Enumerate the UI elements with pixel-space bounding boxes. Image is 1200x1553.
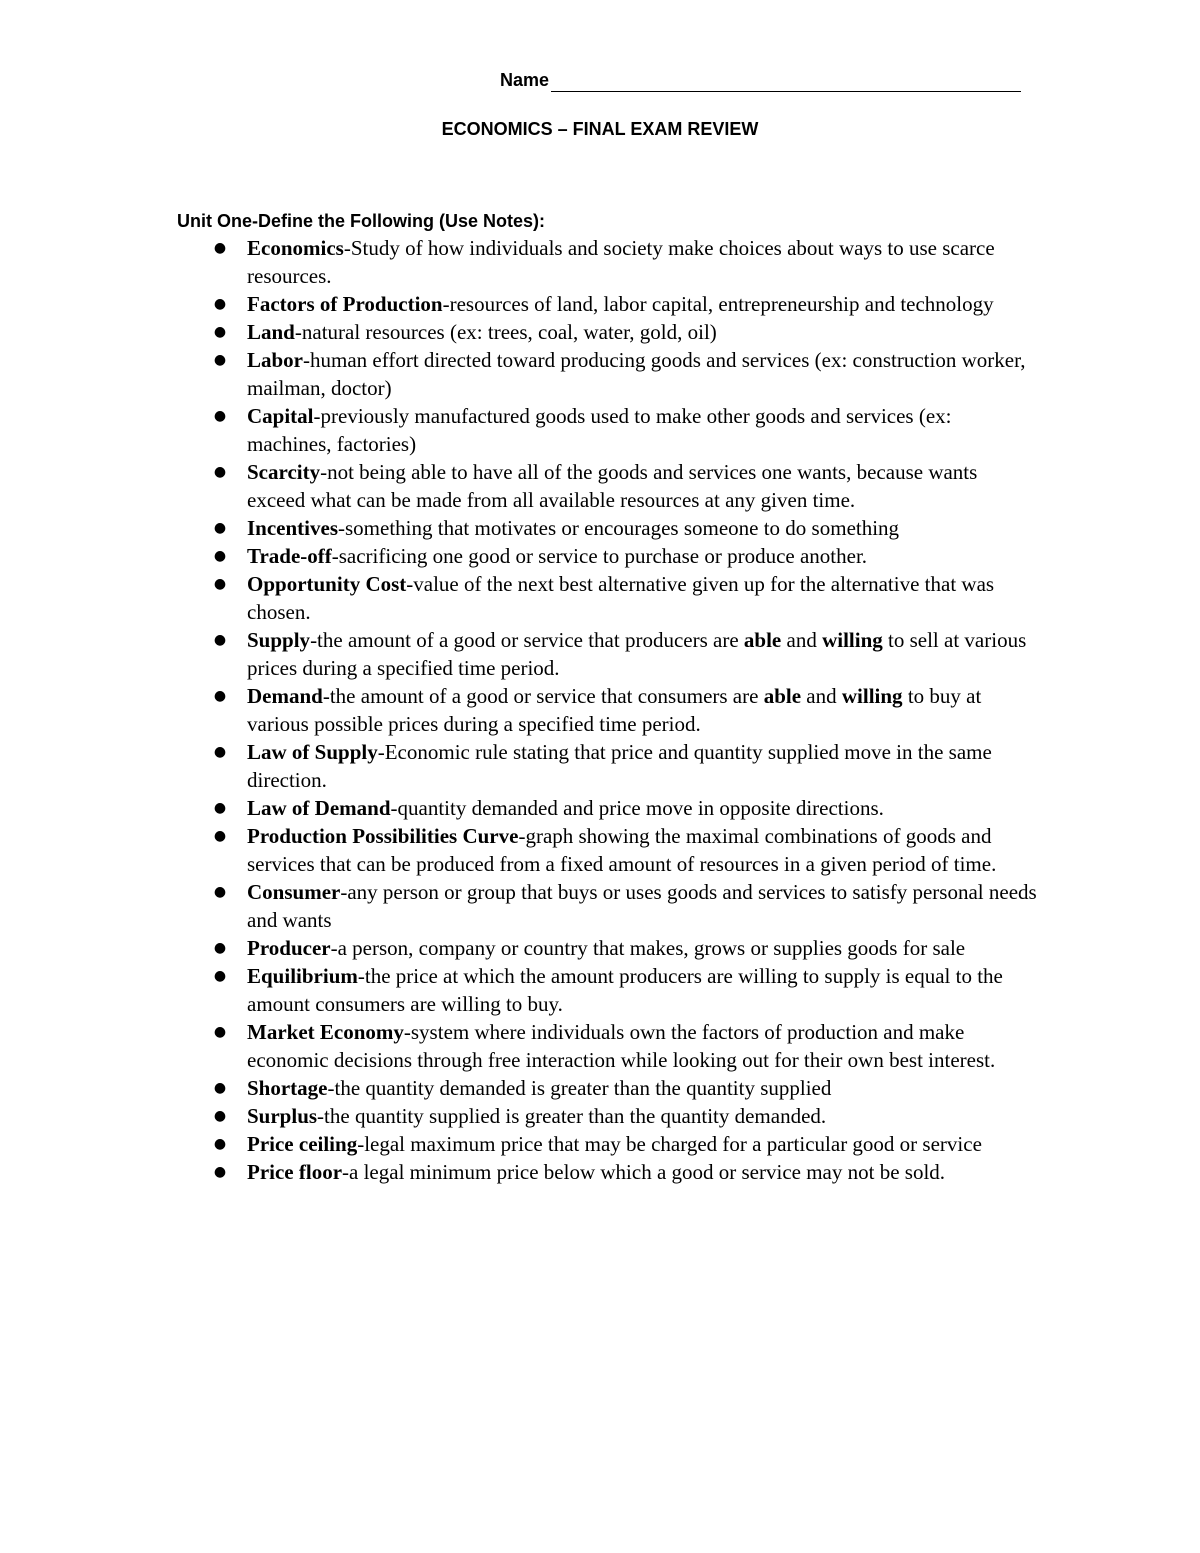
term-name: Law of Supply xyxy=(247,740,378,764)
term-name: Trade-off xyxy=(247,544,332,568)
bullet-icon: ● xyxy=(213,1108,227,1124)
list-item xyxy=(213,626,1037,682)
bullet-icon: ● xyxy=(213,1080,227,1096)
term-definition: -previously manufactured goods used to make other goods and services (ex: machines, factories) xyxy=(247,404,952,456)
bullet-icon: ● xyxy=(213,1164,227,1180)
bullet-icon: ● xyxy=(213,744,227,760)
term-definition: -legal maximum price that may be charged for a particular good or service xyxy=(357,1132,982,1156)
term-definition: -Study of how individuals and society make choices about ways to use scarce resources. xyxy=(247,236,995,288)
bullet-icon: ● xyxy=(213,408,227,424)
term-name: Producer xyxy=(247,936,331,960)
term-name: Capital xyxy=(247,404,314,428)
term-name: Surplus xyxy=(247,1104,318,1128)
bullet-icon: ● xyxy=(213,520,227,536)
bullet-icon: ● xyxy=(213,884,227,900)
term-name: Labor xyxy=(247,348,304,372)
term-name: Price floor xyxy=(247,1160,343,1184)
term-name: Economics xyxy=(247,236,344,260)
term-list xyxy=(213,234,1037,1186)
term-name: Supply xyxy=(247,628,311,652)
name-field[interactable] xyxy=(500,68,1021,92)
term-definition: -the quantity demanded is greater than the quantity supplied xyxy=(327,1076,832,1100)
list-item xyxy=(213,514,1037,542)
list-item xyxy=(213,1074,1037,1102)
term-definition: -something that motivates or encourages someone to do something xyxy=(338,516,900,540)
term-definition-part: -the amount of a good or service that consumers are xyxy=(322,684,764,708)
bullet-icon: ● xyxy=(213,632,227,648)
emphasis-willing: willing xyxy=(822,628,883,652)
list-item xyxy=(213,402,1037,458)
list-item xyxy=(213,962,1037,1018)
term-name: Scarcity xyxy=(247,460,321,484)
list-item xyxy=(213,682,1037,738)
bullet-icon: ● xyxy=(213,800,227,816)
bullet-icon: ● xyxy=(213,940,227,956)
term-definition: -quantity demanded and price move in opposite directions. xyxy=(390,796,884,820)
list-item xyxy=(213,346,1037,402)
term-name: Equilibrium xyxy=(247,964,358,988)
term-name: Price ceiling xyxy=(247,1132,358,1156)
term-definition: -human effort directed toward producing goods and services (ex: construction worker, mailman, doctor) xyxy=(247,348,1026,400)
list-item xyxy=(213,570,1037,626)
name-blank-line[interactable] xyxy=(551,71,1021,92)
bullet-icon: ● xyxy=(213,688,227,704)
term-name: Production Possibilities Curve xyxy=(247,824,519,848)
emphasis-willing: willing xyxy=(841,684,903,708)
page-title: ECONOMICS – FINAL EXAM REVIEW xyxy=(441,119,759,139)
term-definition: -graph showing the maximal combinations of goods and services that can be produced from a fixed amount of resources in a given period of time. xyxy=(247,824,997,876)
bullet-icon: ● xyxy=(213,296,227,312)
list-item xyxy=(213,318,1037,346)
name-label: Name xyxy=(500,70,550,90)
term-name: Demand xyxy=(247,684,323,708)
list-item xyxy=(213,542,1037,570)
term-name: Law of Demand xyxy=(247,796,391,820)
list-item xyxy=(213,738,1037,794)
term-definition: -a legal minimum price below which a good or service may not be sold. xyxy=(342,1160,946,1184)
bullet-icon: ● xyxy=(213,1024,227,1040)
term-name: Factors of Production xyxy=(247,292,443,316)
term-definition-part: and xyxy=(781,628,823,652)
term-definition: -natural resources (ex: trees, coal, water, gold, oil) xyxy=(294,320,717,344)
bullet-icon: ● xyxy=(213,828,227,844)
bullet-icon: ● xyxy=(213,1136,227,1152)
term-definition: -sacrificing one good or service to purchase or produce another. xyxy=(331,544,868,568)
list-item xyxy=(213,794,1037,822)
term-definition: -system where individuals own the factors of production and make economic decisions through free interaction while looking out for their own best interest. xyxy=(247,1020,996,1072)
list-item xyxy=(213,1102,1037,1130)
bullet-icon: ● xyxy=(213,464,227,480)
term-name: Land xyxy=(247,320,295,344)
bullet-icon: ● xyxy=(213,240,227,256)
list-item xyxy=(213,822,1037,878)
term-name: Consumer xyxy=(247,880,341,904)
term-definition-part: to sell at various prices during a specified time period. xyxy=(247,628,1027,680)
bullet-icon: ● xyxy=(213,576,227,592)
list-item xyxy=(213,290,1037,318)
emphasis-able: able xyxy=(763,684,802,708)
list-item xyxy=(213,1130,1037,1158)
term-name: Shortage xyxy=(247,1076,328,1100)
term-definition-part: -the amount of a good or service that producers are xyxy=(310,628,744,652)
section-heading: Unit One-Define the Following (Use Notes): xyxy=(177,211,545,231)
list-item xyxy=(213,458,1037,514)
term-definition: -Economic rule stating that price and quantity supplied move in the same direction. xyxy=(247,740,992,792)
term-definition: -resources of land, labor capital, entrepreneurship and technology xyxy=(442,292,994,316)
emphasis-able: able xyxy=(743,628,782,652)
bullet-icon: ● xyxy=(213,968,227,984)
term-definition: -the quantity supplied is greater than the quantity demanded. xyxy=(317,1104,827,1128)
term-definition-part: and xyxy=(801,684,842,708)
term-definition: -the price at which the amount producers are willing to supply is equal to the amount consumers are willing to buy. xyxy=(247,964,1003,1016)
term-name: Market Economy xyxy=(247,1020,404,1044)
list-item xyxy=(213,878,1037,934)
bullet-icon: ● xyxy=(213,352,227,368)
bullet-icon: ● xyxy=(213,324,227,340)
list-item xyxy=(213,234,1037,290)
list-item xyxy=(213,1158,1037,1186)
term-name: Incentives xyxy=(247,516,338,540)
term-name: Opportunity Cost xyxy=(247,572,407,596)
bullet-icon: ● xyxy=(213,548,227,564)
list-item xyxy=(213,1018,1037,1074)
list-item xyxy=(213,934,1037,962)
term-definition-part: to buy at various possible prices during a specified time period. xyxy=(247,684,982,736)
term-definition: -any person or group that buys or uses goods and services to satisfy personal needs and wants xyxy=(247,880,1037,932)
term-definition: -a person, company or country that makes, grows or supplies goods for sale xyxy=(330,936,966,960)
term-definition: -value of the next best alternative given up for the alternative that was chosen. xyxy=(247,572,995,624)
term-definition: -not being able to have all of the goods and services one wants, because wants exceed what can be made from all available resources at any given time. xyxy=(247,460,978,512)
